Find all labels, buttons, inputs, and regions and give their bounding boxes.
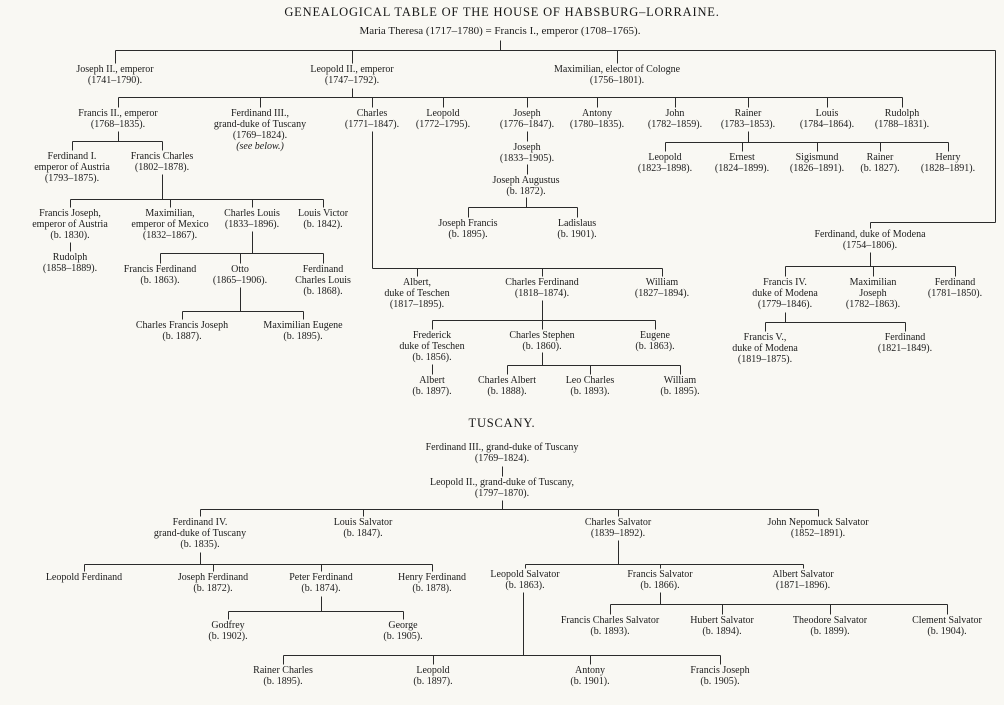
person-leopold-ii — [310, 64, 393, 86]
person-line: emperor of Austria — [34, 162, 110, 173]
person-line: Henry Ferdinand — [397, 572, 467, 583]
person-charles-francis-joseph — [136, 320, 228, 342]
person-line: (b. 1905). — [383, 631, 423, 642]
person-line: (b. 1827). — [860, 163, 900, 174]
person-line: Ferdinand — [884, 332, 926, 343]
person-line: (1771–1847). — [344, 119, 400, 130]
person-line: Ferdinand III., grand-duke of Tuscany — [425, 442, 579, 453]
person-line: (b. 1872). — [193, 583, 233, 594]
person-line: Ferdinand — [302, 264, 344, 275]
person-ladislaus — [557, 218, 596, 240]
person-line: Antony — [581, 108, 612, 119]
person-line: Clement Salvator — [912, 615, 982, 626]
person-line: Rudolph — [52, 252, 88, 263]
person-line: (1783–1853). — [720, 119, 776, 130]
person-line: (b. 1830). — [50, 230, 90, 241]
person-albert-1897 — [412, 375, 451, 397]
person-william-1827 — [635, 277, 689, 299]
person-line: (1858–1889). — [42, 263, 98, 274]
person-line: John Nepomuck Salvator — [767, 517, 869, 528]
person-louis-victor — [298, 208, 348, 230]
person-line: (1784–1864). — [799, 119, 855, 130]
person-louis-1784 — [800, 108, 854, 130]
person-line: (1782–1859). — [647, 119, 703, 130]
person-line: Charles Albert — [477, 375, 537, 386]
person-joseph-ferdinand — [178, 572, 248, 594]
person-line: Eugene — [639, 330, 670, 341]
person-line: (b. 1888). — [487, 386, 527, 397]
person-line: Charles — [356, 108, 388, 119]
person-john-1782 — [648, 108, 702, 130]
person-line: Leopold II., emperor — [310, 64, 394, 75]
person-line: (1741–1790). — [87, 75, 143, 86]
person-line: Francis Ferdinand — [123, 264, 197, 275]
person-theodore-salvator — [793, 615, 867, 637]
person-line: Ferdinand IV. — [172, 517, 228, 528]
person-line: Maximilian Eugene — [263, 320, 343, 331]
person-line: (b. 1863). — [635, 341, 675, 352]
person-line: (1817–1895). — [389, 299, 445, 310]
person-line: (b. 1901). — [570, 676, 610, 687]
person-line: (1793–1875). — [44, 173, 100, 184]
person-line: emperor of Austria — [32, 219, 108, 230]
person-maximilian-mexico — [131, 208, 208, 241]
person-line: Francis Salvator — [627, 569, 693, 580]
person-line: duke of Teschen — [384, 288, 450, 299]
person-line: (1833–1896). — [224, 219, 280, 230]
person-charles-salvator — [585, 517, 651, 539]
person-line: Charles Salvator — [584, 517, 652, 528]
page-title: GENEALOGICAL TABLE OF THE HOUSE OF HABSBURG–LORRAINE. — [284, 5, 720, 19]
person-eugene-1863 — [635, 330, 674, 352]
person-line: Charles Francis Joseph — [135, 320, 229, 331]
person-line: John — [665, 108, 685, 119]
person-line: (1823–1898). — [637, 163, 693, 174]
person-otto — [213, 264, 267, 286]
person-line: (b. 1866). — [640, 580, 680, 591]
person-line: (1768–1835). — [90, 119, 146, 130]
person-ferdinand-iv-tuscany — [154, 517, 246, 550]
person-line: (b. 1901). — [557, 229, 597, 240]
person-george — [383, 620, 422, 642]
person-line: (b. 1860). — [522, 341, 562, 352]
person-line: (1747–1792). — [324, 75, 380, 86]
person-line: Ferdinand I. — [47, 151, 97, 162]
person-line: Hubert Salvator — [690, 615, 754, 626]
person-line: (b. 1902). — [208, 631, 248, 642]
tuscany-section-heading: TUSCANY. — [468, 416, 536, 430]
person-line: (1769–1824). — [474, 453, 530, 464]
person-line: Leopold II., grand-duke of Tuscany, — [429, 477, 575, 488]
person-line: Louis Salvator — [333, 517, 393, 528]
person-line: (b. 1893). — [570, 386, 610, 397]
person-leopold-ii-tuscany — [430, 477, 574, 499]
person-line: George — [388, 620, 418, 631]
person-hubert-salvator — [690, 615, 754, 637]
person-joseph-1776 — [500, 108, 554, 130]
person-line: duke of Modena — [732, 343, 798, 354]
person-line: (1871–1896). — [775, 580, 831, 591]
person-francis-ii — [78, 108, 157, 130]
person-charles-albert — [478, 375, 536, 397]
person-leopold-1823 — [638, 152, 692, 174]
person-line: duke of Modena — [752, 288, 818, 299]
person-line: Theodore Salvator — [792, 615, 868, 626]
person-line: Francis IV. — [763, 277, 807, 288]
person-line: (b. 1868). — [303, 286, 343, 297]
person-antony-1901 — [570, 665, 609, 687]
person-line: (1833–1905). — [499, 153, 555, 164]
person-line: Joseph II., emperor — [76, 64, 154, 75]
person-line: (b. 1893). — [590, 626, 630, 637]
person-line: Maximilian, — [145, 208, 195, 219]
person-line: Albert Salvator — [772, 569, 834, 580]
person-john-nepomuck-salvator — [767, 517, 868, 539]
person-line: Sigismund — [795, 152, 839, 163]
person-francis-charles — [131, 151, 194, 173]
person-albert-salvator — [772, 569, 833, 591]
person-line: Leopold — [648, 152, 682, 163]
person-line: (1827–1894). — [634, 288, 690, 299]
person-rainer-1827 — [860, 152, 899, 174]
person-line: Leopold — [416, 665, 450, 676]
person-francis-joseph-1905 — [690, 665, 749, 687]
person-charles-stephen — [509, 330, 574, 352]
person-line: (b. 1897). — [413, 676, 453, 687]
person-line: (1779–1846). — [757, 299, 813, 310]
person-charles-louis — [224, 208, 280, 230]
person-rudolph-1858 — [43, 252, 97, 274]
person-line: Leopold Ferdinand — [45, 572, 123, 583]
person-line: Rainer Charles — [253, 665, 313, 676]
person-line: Leo Charles — [565, 375, 615, 386]
person-joseph-ii — [76, 64, 153, 86]
person-line: duke of Teschen — [399, 341, 465, 352]
person-line: Francis Joseph, — [39, 208, 101, 219]
person-line: (b. 1835). — [180, 539, 220, 550]
person-line: Ferdinand III., — [230, 108, 290, 119]
person-line: (1769–1824). — [232, 130, 288, 141]
person-line: (b. 1874). — [301, 583, 341, 594]
person-ferdinand-1821 — [878, 332, 932, 354]
person-line: (b. 1878). — [412, 583, 452, 594]
person-line: Louis — [815, 108, 839, 119]
person-line: (b. 1904). — [927, 626, 967, 637]
person-line: Ernest — [729, 152, 755, 163]
person-line: (b. 1856). — [412, 352, 452, 363]
person-line: Charles Louis — [224, 208, 280, 219]
person-francis-joseph-austria — [32, 208, 108, 241]
person-line: Maximilian, elector of Cologne — [553, 64, 681, 75]
person-line: Henry — [935, 152, 961, 163]
person-line: (1802–1878). — [134, 162, 190, 173]
person-rainer-charles — [253, 665, 313, 687]
person-line: (1782–1863). — [845, 299, 901, 310]
person-leopold-ferdinand — [46, 572, 122, 583]
person-francis-iv-modena — [752, 277, 818, 310]
person-clement-salvator — [912, 615, 982, 637]
person-line: emperor of Mexico — [131, 219, 209, 230]
person-line: Joseph — [513, 142, 541, 153]
person-line: Francis Joseph — [690, 665, 750, 676]
person-henry-ferdinand — [398, 572, 466, 594]
person-joseph-augustus — [493, 175, 560, 197]
person-francis-charles-salvator — [561, 615, 659, 637]
person-francis-salvator — [627, 569, 692, 591]
person-line: (1826–1891). — [789, 163, 845, 174]
person-line: Louis Victor — [297, 208, 349, 219]
person-francis-v-modena — [732, 332, 798, 365]
person-line: Rudolph — [884, 108, 920, 119]
person-ferdinand-iii-ref — [214, 108, 306, 152]
person-leopold-1772 — [416, 108, 470, 130]
person-line: (1839–1892). — [590, 528, 646, 539]
person-line: (1780–1835). — [569, 119, 625, 130]
person-francis-ferdinand — [124, 264, 197, 286]
person-line: (b. 1894). — [702, 626, 742, 637]
person-ferdinand-iii-tuscany — [426, 442, 579, 464]
person-line: (1818–1874). — [514, 288, 570, 299]
person-line: (1772–1795). — [415, 119, 471, 130]
person-line: Joseph — [513, 108, 541, 119]
person-ferdinand-1781 — [928, 277, 982, 299]
person-line: (1832–1867). — [142, 230, 198, 241]
person-antony-1780 — [570, 108, 624, 130]
person-line: Maximilian — [849, 277, 897, 288]
person-line: (b. 1895). — [448, 229, 488, 240]
person-maximilian-cologne — [554, 64, 680, 86]
person-line: (b. 1905). — [700, 676, 740, 687]
person-line: Joseph — [859, 288, 887, 299]
person-line: (1828–1891). — [920, 163, 976, 174]
person-line: Leopold — [426, 108, 460, 119]
person-line: Rainer — [866, 152, 894, 163]
person-line: Charles Stephen — [509, 330, 575, 341]
person-charles-ferdinand — [505, 277, 579, 299]
person-line: (1756–1801). — [589, 75, 645, 86]
person-line: William — [663, 375, 697, 386]
person-godfrey — [208, 620, 247, 642]
person-line: grand-duke of Tuscany — [213, 119, 307, 130]
person-ferdinand-i-austria — [34, 151, 110, 184]
person-ferdinand-modena — [814, 229, 925, 251]
person-ferdinand-charles-louis — [295, 264, 351, 297]
person-line: Rainer — [734, 108, 762, 119]
person-line: Francis II., emperor — [78, 108, 158, 119]
person-line: Antony — [574, 665, 605, 676]
person-line: Joseph Augustus — [492, 175, 560, 186]
person-ernest-1824 — [715, 152, 769, 174]
person-louis-salvator — [334, 517, 393, 539]
person-line: Francis V., — [743, 332, 787, 343]
person-line: (1852–1891). — [790, 528, 846, 539]
person-william-1895 — [660, 375, 699, 397]
person-line: Otto — [231, 264, 249, 275]
person-line: grand-duke of Tuscany — [153, 528, 247, 539]
person-line: Ferdinand, duke of Modena — [814, 229, 926, 240]
person-line: Charles Ferdinand — [505, 277, 579, 288]
person-line: (b. 1895). — [263, 676, 303, 687]
person-line: Leopold Salvator — [490, 569, 560, 580]
person-line: (b. 1897). — [412, 386, 452, 397]
person-line: Frederick — [412, 330, 452, 341]
person-line: Peter Ferdinand — [289, 572, 353, 583]
person-sigismund-1826 — [790, 152, 844, 174]
person-maximilian-joseph — [846, 277, 900, 310]
root-couple: Maria Theresa (1717–1780) = Francis I., emperor (1708–1765). — [359, 25, 641, 37]
person-leopold-1897 — [413, 665, 452, 687]
person-maximilian-eugene — [263, 320, 342, 342]
person-charles — [345, 108, 399, 130]
person-line: (1776–1847). — [499, 119, 555, 130]
person-rainer-1783 — [721, 108, 775, 130]
person-line: (b. 1842). — [303, 219, 343, 230]
person-line: Ferdinand — [934, 277, 976, 288]
person-line: Joseph Francis — [438, 218, 498, 229]
person-line: Godfrey — [211, 620, 245, 631]
person-line: (1788–1831). — [874, 119, 930, 130]
person-joseph-francis — [438, 218, 497, 240]
person-line: (1824–1899). — [714, 163, 770, 174]
person-line: (see below.) — [236, 141, 284, 152]
person-line: (b. 1847). — [343, 528, 383, 539]
person-albert-teschen — [384, 277, 449, 310]
person-leo-charles — [566, 375, 615, 397]
person-line: (b. 1872). — [506, 186, 546, 197]
person-line: (1865–1906). — [212, 275, 268, 286]
person-peter-ferdinand — [289, 572, 353, 594]
person-line: Francis Charles — [130, 151, 194, 162]
person-line: Albert — [419, 375, 445, 386]
person-line: (b. 1863). — [505, 580, 545, 591]
person-line: (b. 1895). — [660, 386, 700, 397]
person-line: (1821–1849). — [877, 343, 933, 354]
person-line: (b. 1899). — [810, 626, 850, 637]
person-line: William — [645, 277, 679, 288]
person-line: (b. 1863). — [140, 275, 180, 286]
person-line: (b. 1887). — [162, 331, 202, 342]
person-leopold-salvator — [490, 569, 559, 591]
person-line: Albert, — [402, 277, 432, 288]
person-frederick-teschen — [399, 330, 464, 363]
person-line: Ladislaus — [557, 218, 597, 229]
person-line: Charles Louis — [295, 275, 351, 286]
person-line: (1819–1875). — [737, 354, 793, 365]
person-line: (1797–1870). — [474, 488, 530, 499]
person-line: (1781–1850). — [927, 288, 983, 299]
person-henry-1828 — [921, 152, 975, 174]
person-line: (b. 1895). — [283, 331, 323, 342]
person-line: Francis Charles Salvator — [560, 615, 660, 626]
person-line: (1754–1806). — [842, 240, 898, 251]
person-line: Joseph Ferdinand — [177, 572, 249, 583]
person-joseph-1833 — [500, 142, 554, 164]
person-rudolph-1788 — [875, 108, 929, 130]
